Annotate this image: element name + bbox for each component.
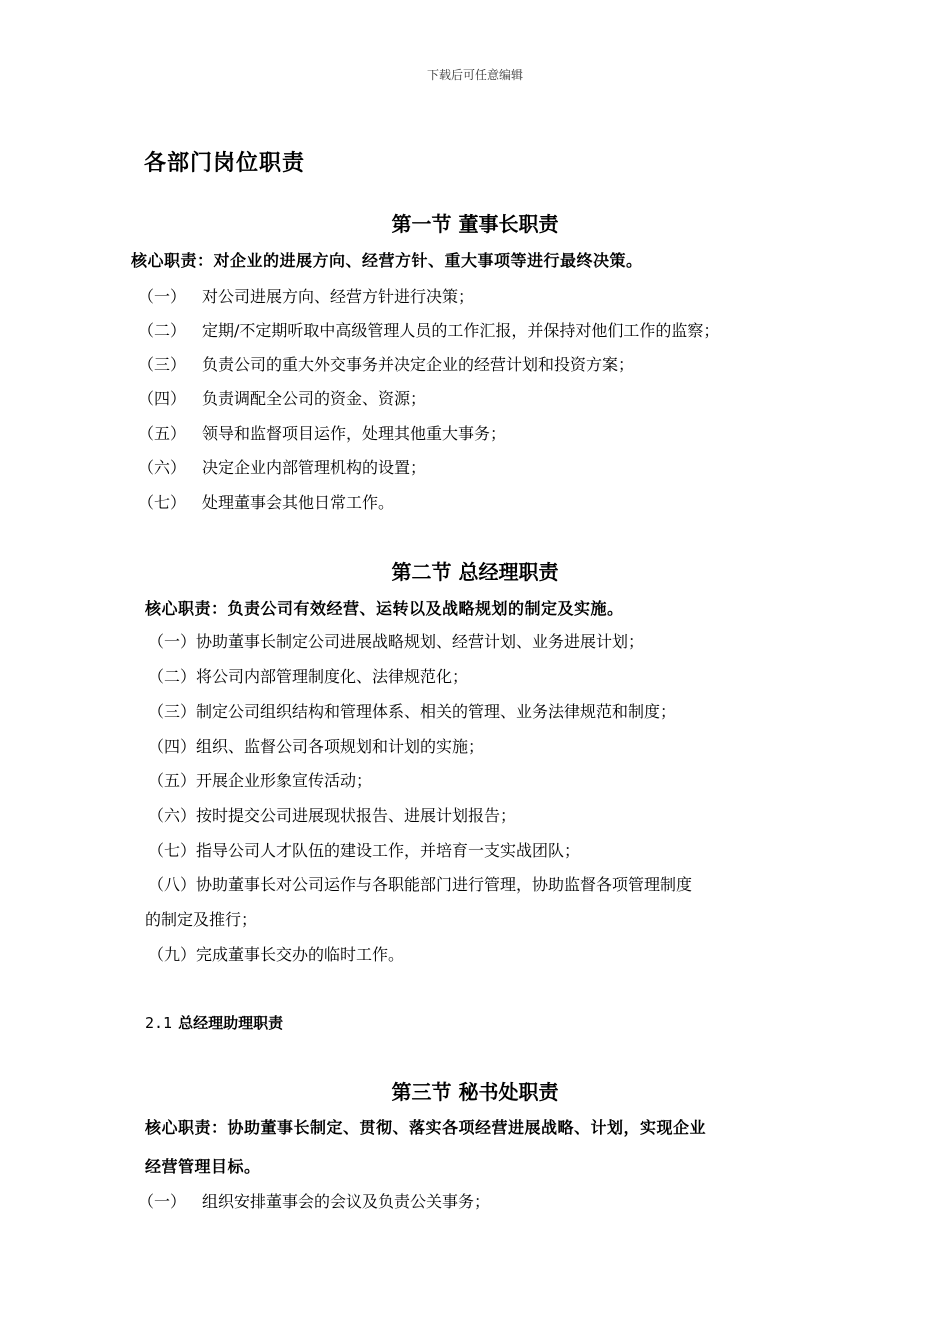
list-item bbox=[138, 490, 394, 513]
item-text: 领导和监督项目运作，处理其他重大事务； bbox=[202, 424, 507, 443]
list-item bbox=[138, 352, 634, 375]
item-text: 开展企业形象宣传活动； bbox=[196, 771, 373, 790]
item-text: 决定企业内部管理机构的设置； bbox=[202, 458, 427, 477]
list-item bbox=[148, 664, 468, 687]
item-number: （一） bbox=[148, 632, 197, 651]
header-note: 下载后可任意编辑 bbox=[426, 68, 523, 82]
item-number: （八） bbox=[148, 875, 197, 894]
item-text: 协助董事长对公司运作与各职能部门进行管理，协助监督各项管理制度 bbox=[196, 875, 693, 894]
list-item bbox=[138, 455, 426, 478]
item-number: （四） bbox=[148, 737, 197, 756]
item-text: 制定公司组织结构和管理体系、相关的管理、业务法律规范和制度； bbox=[196, 702, 677, 721]
item-number: （二） bbox=[138, 321, 187, 340]
subsection-number: 2.1 bbox=[145, 1014, 173, 1032]
list-item bbox=[148, 838, 580, 861]
item-number: （六） bbox=[138, 458, 187, 477]
item-text: 协助董事长制定公司进展战略规划、经营计划、业务进展计划； bbox=[196, 632, 645, 651]
item-text: 将公司内部管理制度化、法律规范化； bbox=[196, 667, 469, 686]
list-item bbox=[138, 318, 719, 341]
subsection-heading bbox=[145, 1012, 283, 1033]
item-text: 指导公司人才队伍的建设工作，并培育一支实战团队； bbox=[196, 841, 581, 860]
list-item bbox=[138, 386, 426, 409]
section-2-title: 第二节 总经理职责 bbox=[391, 560, 559, 584]
list-item bbox=[138, 421, 506, 444]
item-number: （二） bbox=[148, 667, 197, 686]
item-number: （四） bbox=[138, 389, 187, 408]
section-2-core: 核心职责：负责公司有效经营、运转以及战略规划的制定及实施。 bbox=[145, 599, 624, 618]
item-text: 组织安排董事会的会议及负责公关事务； bbox=[202, 1192, 491, 1211]
item-number: （一） bbox=[138, 287, 187, 306]
section-1-core: 核心职责：对企业的进展方向、经营方针、重大事项等进行最终决策。 bbox=[131, 251, 643, 270]
item-text: 完成董事长交办的临时工作。 bbox=[196, 945, 405, 964]
list-item bbox=[148, 734, 484, 757]
item-number: （一） bbox=[138, 1192, 187, 1211]
item-number: （六） bbox=[148, 806, 197, 825]
list-item bbox=[138, 1189, 490, 1212]
list-item bbox=[148, 629, 644, 652]
list-item bbox=[148, 768, 372, 791]
item-text: 定期/不定期听取中高级管理人员的工作汇报，并保持对他们工作的监察； bbox=[202, 321, 720, 340]
item-number: （五） bbox=[138, 424, 187, 443]
section-3-core-line-2: 经营管理目标。 bbox=[145, 1157, 261, 1176]
section-1-title: 第一节 董事长职责 bbox=[391, 212, 559, 236]
item-number: （七） bbox=[148, 841, 197, 860]
item-text: 的制定及推行； bbox=[145, 910, 258, 929]
item-number: （七） bbox=[138, 493, 187, 512]
item-number: （三） bbox=[148, 702, 197, 721]
item-text: 负责调配全公司的资金、资源； bbox=[202, 389, 427, 408]
list-item bbox=[148, 942, 404, 965]
item-text: 负责公司的重大外交事务并决定企业的经营计划和投资方案； bbox=[202, 355, 635, 374]
item-text: 处理董事会其他日常工作。 bbox=[202, 493, 395, 512]
item-text: 组织、监督公司各项规划和计划的实施； bbox=[196, 737, 485, 756]
list-item bbox=[138, 284, 474, 307]
item-number: （九） bbox=[148, 945, 197, 964]
item-text: 按时提交公司进展现状报告、进展计划报告； bbox=[196, 806, 517, 825]
list-item bbox=[148, 699, 676, 722]
list-item bbox=[148, 872, 692, 895]
section-3-core-line-1: 核心职责：协助董事长制定、贯彻、落实各项经营进展战略、计划，实现企业 bbox=[145, 1118, 707, 1137]
list-item-continuation bbox=[145, 907, 257, 930]
subsection-title: 总经理助理职责 bbox=[178, 1014, 284, 1032]
item-text: 对公司进展方向、经营方针进行决策； bbox=[202, 287, 475, 306]
document-title: 各部门岗位职责 bbox=[144, 151, 306, 176]
item-number: （三） bbox=[138, 355, 187, 374]
section-3-title: 第三节 秘书处职责 bbox=[391, 1080, 559, 1104]
list-item bbox=[148, 803, 516, 826]
item-number: （五） bbox=[148, 771, 197, 790]
